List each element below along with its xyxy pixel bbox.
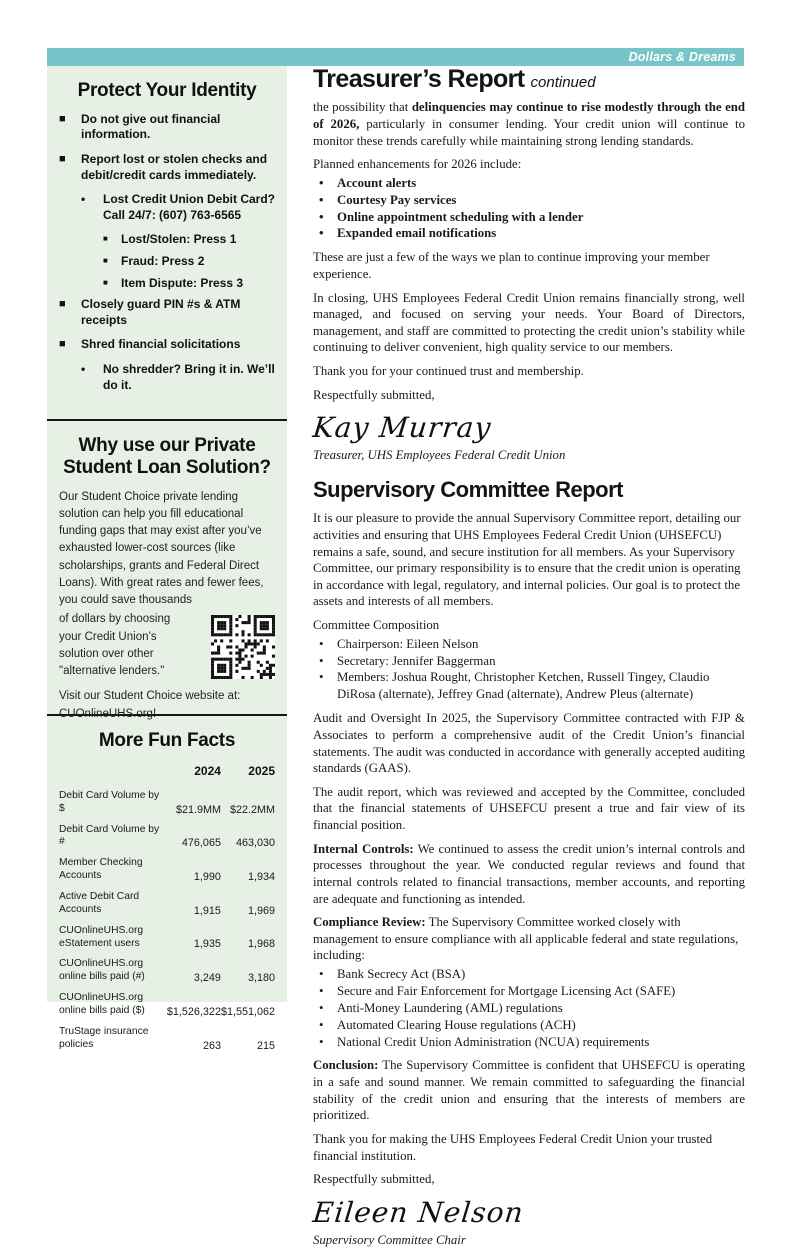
row-label: CUOnlineUHS.org eStatement users (59, 924, 144, 949)
list-item (81, 192, 275, 223)
internal-controls-paragraph (313, 841, 745, 908)
compliance-review-label: Compliance Review: (313, 915, 426, 930)
table-row (59, 853, 275, 887)
list-item-text: Account alerts (337, 175, 417, 190)
list-item (313, 1034, 745, 1051)
table-row (59, 988, 275, 1022)
value-2024: $1,526,322 (166, 1005, 221, 1018)
bullet-icon: • (81, 361, 86, 376)
bullet-icon: • (319, 670, 324, 685)
list-item-text: Online appointment scheduling with a lender (337, 209, 584, 224)
list-item-text: Item Dispute: Press 3 (121, 275, 244, 290)
masthead-bar (47, 48, 744, 66)
student-loan-box (47, 419, 287, 720)
col-2025-header: 2025 (248, 763, 275, 778)
qr-code-icon (211, 615, 275, 679)
fun-facts-box (47, 714, 287, 1052)
list-item-text: Fraud: Press 2 (121, 254, 205, 268)
list-item-text: Lost/Stolen: Press 1 (121, 232, 237, 247)
empty-header-cell (59, 762, 167, 786)
bullet-icon: • (319, 226, 324, 241)
treasurer-signature-title: Treasurer, UHS Employees Federal Credit Union (313, 448, 566, 463)
bullet-icon: ■ (103, 277, 108, 287)
bullet-icon: ■ (59, 112, 66, 125)
table-row (59, 786, 275, 820)
list-item (59, 152, 275, 183)
p1-bold: delinquencies may continue to rise modestly through the end of 2026, (313, 100, 745, 131)
qr-code-wrap (187, 611, 275, 680)
list-item (313, 1000, 745, 1017)
list-item-text: Do not give out financial information. (81, 111, 221, 142)
student-loan-body: Our Student Choice private lending solution can help you fill educational funding gaps that may exist after you’ve exhausted lower-cost sources (like scholarships, grants and Federal Direct Loans). With great rates and fewer fees, you could save thousands (59, 490, 264, 607)
list-item (103, 254, 275, 270)
protect-identity-title: Protect Your Identity (77, 80, 257, 101)
bullet-icon: ■ (59, 338, 66, 351)
student-loan-cta: Visit our Student Choice website at: CUOnlineUHS.org! (59, 690, 241, 720)
list-item (313, 209, 745, 226)
main-column (313, 66, 745, 1248)
value-2025: 1,969 (247, 904, 275, 917)
list-item-text: Expanded email notifications (337, 226, 497, 241)
treasurer-paragraph-3: In closing, UHS Employees Federal Credit Union remains financially strong, well managed, and focused on serving your needs. Your Board of Directors, management, and staff are committed to protecting the credit union’s stability while continuing to deliver convenient, high quality service to our members. (313, 290, 745, 355)
list-item (103, 276, 275, 292)
list-item-text: Courtesy Pay services (337, 192, 457, 207)
bullet-icon: ■ (59, 153, 66, 166)
bullet-icon: • (81, 192, 86, 207)
compliance-list (313, 966, 745, 1050)
list-item-text: Anti-Money Laundering (AML) regulations (337, 1000, 563, 1015)
bullet-icon: • (319, 967, 324, 981)
treasurer-paragraph-4: Thank you for your continued trust and membership. (313, 364, 584, 379)
list-item-text: Secretary: Jennifer Baggerman (337, 653, 496, 668)
value-2025: 215 (256, 1039, 275, 1052)
bullet-icon: ■ (103, 256, 108, 265)
list-item (313, 225, 745, 242)
bullet-icon: • (319, 653, 324, 668)
row-label: CUOnlineUHS.org online bills paid ($) (59, 992, 145, 1017)
bullet-icon: • (319, 1000, 324, 1015)
bullet-icon: • (319, 636, 324, 651)
treasurer-signature: Kay Murray (311, 411, 494, 445)
student-loan-title: Why use our Private Student Loan Solution? (63, 435, 271, 478)
list-item-text: Bank Secrecy Act (BSA) (337, 967, 466, 981)
list-item-text: Report lost or stolen checks and debit/credit cards immediately. (81, 152, 268, 182)
compliance-review-text: The Supervisory Committee worked closely with management to ensure compliance with all applicable federal and state regulations, including: (313, 915, 739, 963)
value-2025: 1,968 (247, 938, 275, 951)
treasurer-paragraph-5: Respectfully submitted, (313, 387, 435, 402)
protect-identity-box (47, 80, 287, 419)
list-item (59, 112, 275, 143)
fun-facts-table (59, 762, 275, 1056)
p1-post: particularly in consumer lending. Your credit union will continue to monitor these trends carefully while maintaining strong lending standards. (313, 116, 745, 148)
bullet-icon: • (319, 209, 324, 224)
value-2025: 3,180 (247, 972, 275, 985)
table-row (59, 887, 275, 921)
list-item (81, 362, 275, 393)
planned-enhancements-line: Planned enhancements for 2026 include: (313, 157, 522, 172)
row-label: TruStage insurance policies (59, 1025, 149, 1050)
value-2024: 476,065 (181, 837, 221, 850)
student-loan-row (59, 611, 275, 680)
sidebar (47, 66, 287, 1052)
row-label: CUOnlineUHS.org online bills paid (#) (59, 958, 145, 983)
supervisory-report-title: Supervisory Committee Report (313, 477, 623, 503)
list-item (313, 175, 745, 192)
table-row (59, 954, 275, 988)
row-label: Debit Card Volume by $ (59, 789, 160, 814)
list-item-text: Secure and Fair Enforcement for Mortgage Licensing Act (SAFE) (337, 983, 676, 998)
bullet-icon: ■ (103, 234, 108, 244)
thanks-paragraph: Thank you for making the UHS Employees Federal Credit Union your trusted financial institution. (313, 1131, 713, 1163)
value-2024: $21.9MM (175, 803, 221, 816)
list-item (103, 232, 275, 248)
conclusion-text: The Supervisory Committee is confident that UHSEFCU is operating in a safe and sound manner. We remain committed to safeguarding the financial stability of the credit union and ensuring that the interests of members are prioritized. (313, 1058, 745, 1123)
internal-controls-label: Internal Controls: (313, 841, 414, 856)
list-item-text: Shred financial solicitations (81, 337, 241, 352)
value-2024: 263 (202, 1039, 221, 1052)
list-item-text: No shredder? Bring it in. We’ll do it. (103, 361, 275, 392)
value-2024: 1,935 (193, 938, 221, 951)
value-2025: 1,934 (247, 871, 275, 883)
conclusion-paragraph (313, 1057, 745, 1124)
bullet-icon: • (319, 192, 324, 207)
value-2024: 1,915 (193, 904, 221, 917)
table-row (59, 921, 275, 955)
list-item (313, 983, 745, 1000)
audit-paragraph-2: The audit report, which was reviewed and accepted by the Committee, concluded that the financial statements of UHSEFCU present a true and fair view of its financial position. (313, 784, 745, 832)
bullet-icon: • (319, 1017, 324, 1032)
list-item-text: Automated Clearing House regulations (ACH) (337, 1017, 576, 1032)
row-label: Member Checking Accounts (59, 857, 143, 882)
table-row (59, 820, 275, 854)
fun-facts-title: More Fun Facts (98, 730, 236, 751)
value-2024: 3,249 (193, 972, 221, 985)
list-item (59, 297, 275, 328)
fun-facts-rows (59, 786, 275, 1056)
table-row (59, 1022, 275, 1056)
fun-facts-header-row (59, 762, 275, 786)
list-item (313, 1017, 745, 1034)
supervisory-paragraph-1: It is our pleasure to provide the annual Supervisory Committee report, detailing our activities and ensuring that UHS Employees Federal Credit Union (UHSEFCU) remains a safe, sound, and secure institution for all members. As your Supervisory Committee, our primary responsibility is to ensure that the credit union is operating in accordance with legal, regulatory, and internal policies. Our goal is to protect the assets and interests of all members. (313, 511, 741, 609)
value-2024: 1,990 (193, 871, 221, 883)
bullet-icon: • (319, 175, 324, 190)
treasurer-title-text: Treasurer’s Report (313, 65, 525, 93)
committee-composition-heading: Committee Composition (313, 618, 440, 633)
list-item (313, 669, 745, 703)
value-2025: $1,551,062 (220, 1005, 275, 1018)
col-2024-header: 2024 (194, 763, 221, 778)
value-2025: $22.2MM (229, 803, 275, 816)
list-item (313, 636, 745, 653)
list-item (59, 337, 275, 353)
p1-pre: the possibility that (313, 100, 412, 115)
respectfully-paragraph: Respectfully submitted, (313, 1172, 435, 1187)
continued-label: continued (530, 74, 596, 91)
compliance-review-paragraph (313, 914, 745, 964)
list-item (313, 653, 745, 670)
audit-paragraph-1: Audit and Oversight In 2025, the Supervisory Committee contracted with FJP & Associates to perform a comprehensive audit of the Credit Union’s financial statements. The audit was conducted in accordance with generally accepted auditing standards (GAAS). (313, 711, 745, 776)
value-2025: 463,030 (235, 837, 275, 850)
student-loan-body-continued: of dollars by choosing your Credit Union’s solution over other "alternative lenders." (59, 613, 171, 678)
list-item-text: Chairperson: Eileen Nelson (337, 636, 479, 651)
masthead-title: Dollars & Dreams (628, 50, 736, 64)
list-item (313, 192, 745, 209)
treasurer-paragraph-2: These are just a few of the ways we plan to continue improving your member experience. (313, 250, 710, 281)
conclusion-label: Conclusion: (313, 1058, 379, 1073)
supervisory-signature-title: Supervisory Committee Chair (313, 1232, 466, 1247)
list-item-text: Lost Credit Union Debit Card? Call 24/7: (607) 763-6565 (103, 192, 275, 222)
list-item-text: Members: Joshua Rought, Christopher Ketchen, Russell Tingey, Claudio DiRosa (alternate), Jeffrey Gnad (alternate), Andrew Pleus (alternate) (337, 670, 710, 702)
row-label: Debit Card Volume by # (59, 823, 160, 848)
treasurer-report-title (313, 66, 745, 92)
list-item-text: Closely guard PIN #s & ATM receipts (81, 297, 241, 327)
list-item (313, 966, 745, 983)
list-item-text: National Credit Union Administration (NCUA) requirements (337, 1034, 650, 1049)
bullet-icon: ■ (59, 298, 66, 311)
row-label: Active Debit Card Accounts (59, 891, 140, 915)
supervisory-signature: Eileen Nelson (311, 1195, 526, 1229)
bullet-icon: • (319, 1034, 324, 1049)
committee-composition-list (313, 636, 745, 704)
treasurer-paragraph-1 (313, 99, 745, 149)
enhancements-list (313, 175, 745, 243)
internal-controls-text: We continued to assess the credit union’s internal controls and processes throughout the year. We conducted regular reviews and found that internal controls related to financial transactions, member accounts, and reporting are adequate and functioning as intended. (313, 841, 745, 906)
protect-identity-list (59, 112, 275, 393)
bullet-icon: • (319, 983, 324, 998)
